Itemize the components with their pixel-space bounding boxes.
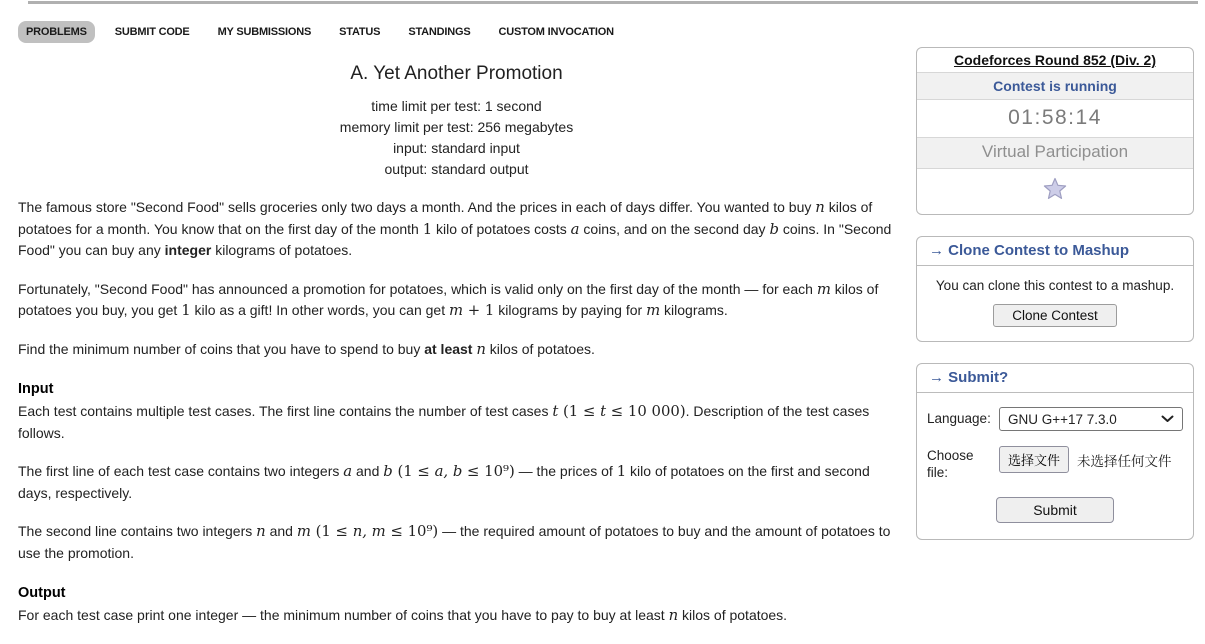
tab-my-submissions[interactable]: MY SUBMISSIONS [217, 26, 312, 38]
clone-contest-box [916, 236, 1194, 342]
text-run: coins, and on the second day [579, 220, 770, 237]
text-run: kilograms. [660, 302, 728, 318]
text-run: and [265, 523, 297, 539]
time-limit: time limit per test: 1 second [371, 98, 542, 114]
input-paragraph [18, 521, 895, 564]
math-variable: n [815, 199, 825, 216]
file-input [999, 444, 1172, 473]
math-variable: b [769, 220, 779, 238]
output-spec: output: standard output [384, 161, 529, 177]
bold-text: integer [164, 242, 212, 258]
text-run: . Description of the test cases follows. [18, 403, 870, 441]
problem-limits [18, 96, 895, 180]
submit-box [916, 363, 1194, 540]
text-run: kilos of potatoes you buy, you get [18, 280, 879, 318]
text-run: Find the minimum number of coins that you have to spend to buy [18, 340, 425, 357]
participation-mode-label: Virtual Participation [917, 138, 1193, 169]
statement-paragraph [18, 197, 895, 262]
text-run: The first line of each test case contains two integers [18, 463, 344, 479]
clone-box-heading[interactable]: → Clone Contest to Mashup [917, 237, 1193, 266]
page-header-rule [28, 1, 1198, 4]
text-run: kilo of potatoes on the first and second days, respectively. [18, 463, 870, 501]
text-run: kilos of potatoes for a month. You know that on the first day of the month [18, 199, 873, 237]
math-variable: n [256, 523, 266, 540]
clone-box-text: You can clone this contest to a mashup. [935, 278, 1175, 293]
text-run: kilo as a gift! In other words, you can get [190, 302, 449, 318]
text-run: kilos of potatoes. [485, 340, 595, 357]
language-select[interactable] [999, 407, 1183, 431]
math-number: (1 ≤ [392, 463, 435, 480]
language-selected-value: GNU G++17 7.3.0 [1008, 411, 1117, 427]
input-spec: input: standard input [393, 140, 520, 156]
text-run: — the prices of [514, 463, 617, 479]
text-run: kilos of potatoes. [678, 607, 788, 623]
math-number: 1 [422, 220, 433, 238]
contest-title-link[interactable]: Codeforces Round 852 (Div. 2) [953, 52, 1156, 68]
star-row [917, 169, 1193, 214]
clone-contest-button[interactable]: Clone Contest [993, 304, 1117, 327]
text-run: — the required amount of potatoes to buy and the amount of potatoes to use the promotion. [18, 523, 891, 561]
text-run: Fortunately, "Second Food" has announced a promotion for potatoes, which is valid only on the first day of the month — for each [18, 280, 817, 297]
contest-status-box [916, 47, 1194, 215]
statement-paragraph [18, 339, 895, 361]
math-variable: n [476, 340, 486, 358]
clone-box-body [917, 266, 1193, 341]
statement-paragraph [18, 279, 895, 322]
input-section-heading: Input [18, 381, 54, 397]
math-number: (1 ≤ [558, 403, 601, 420]
memory-limit: memory limit per test: 256 megabytes [339, 119, 574, 135]
language-label: Language: [927, 411, 991, 426]
math-variable: a, b [434, 463, 463, 480]
sidebar [916, 47, 1194, 561]
submit-box-heading[interactable]: → Submit? [917, 364, 1193, 393]
input-paragraph [18, 401, 895, 444]
math-number: (1 ≤ [310, 523, 353, 540]
star-icon[interactable] [1043, 177, 1067, 200]
math-variable: n, m [352, 523, 386, 540]
math-variable: m [816, 280, 831, 298]
math-variable: m [296, 523, 311, 540]
output-section-heading: Output [18, 585, 66, 601]
math-number: ≤ 10⁹) [462, 463, 515, 480]
math-variable: a [570, 220, 580, 238]
tab-standings[interactable]: STANDINGS [408, 26, 471, 38]
choose-file-button[interactable]: 选择文件 [999, 446, 1069, 473]
math-variable: b [383, 463, 393, 480]
language-row [927, 407, 1183, 431]
bold-text: at least [424, 340, 473, 357]
file-row [927, 444, 1183, 481]
math-number: + 1 [463, 302, 495, 319]
contest-tab-bar [18, 21, 622, 43]
math-variable: t [552, 403, 559, 420]
contest-countdown-timer: 01:58:14 [917, 100, 1193, 138]
file-status-text: 未选择任何文件 [1077, 453, 1172, 469]
choose-file-label: Choose file: [927, 448, 974, 480]
tab-status[interactable]: STATUS [339, 26, 381, 38]
problem-title: A. Yet Another Promotion [350, 63, 563, 84]
submit-button[interactable]: Submit [996, 497, 1114, 523]
text-run: For each test case print one integer — the minimum number of coins that you have to pay to buy at least [18, 607, 669, 623]
text-run: The famous store "Second Food" sells groceries only two days a month. And the prices in each of days differ. You wanted to buy [18, 199, 816, 215]
submit-row [927, 497, 1183, 523]
text-run: kilo of potatoes costs [432, 220, 571, 237]
tab-submit-code[interactable]: SUBMIT CODE [114, 26, 190, 38]
contest-running-status: Contest is running [917, 73, 1193, 100]
math-variable: t [600, 403, 607, 420]
output-paragraph [18, 605, 895, 627]
problem-statement-area [18, 46, 895, 644]
text-run: kilograms of potatoes. [211, 242, 353, 258]
submit-form [917, 393, 1193, 539]
math-number: 1 [181, 302, 191, 319]
tab-problems[interactable]: PROBLEMS [18, 21, 95, 43]
input-paragraph [18, 461, 895, 504]
math-variable: m [646, 302, 661, 319]
tab-custom-invocation[interactable]: CUSTOM INVOCATION [498, 26, 614, 38]
math-variable: a [343, 463, 353, 480]
math-variable: m [448, 302, 464, 319]
contest-title-row [917, 48, 1193, 73]
chevron-down-icon [1161, 415, 1174, 423]
math-number: ≤ 10⁹) [385, 523, 439, 540]
text-run: Each test contains multiple test cases. The first line contains the number of test cases [18, 403, 553, 419]
text-run: coins. In "Second Food" you can buy any [18, 220, 892, 258]
math-variable: n [668, 607, 679, 624]
text-run: kilograms by paying for [494, 302, 647, 318]
math-number: 1 [616, 463, 627, 480]
text-run: and [352, 463, 384, 479]
text-run: The second line contains two integers [18, 523, 257, 539]
math-number: ≤ 10 000) [606, 403, 686, 420]
